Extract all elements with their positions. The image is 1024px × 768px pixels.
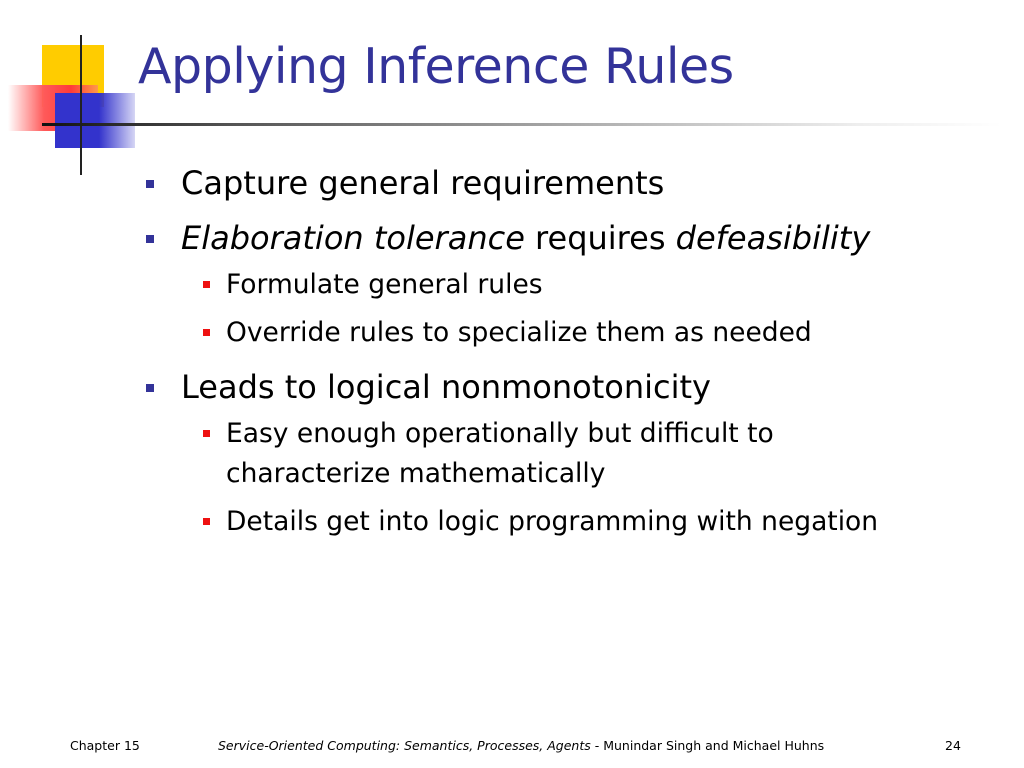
- decorative-logo: [0, 30, 140, 155]
- sub-bullet-text: Override rules to specialize them as needed: [226, 317, 812, 348]
- footer-chapter: Chapter 15: [70, 738, 140, 753]
- sub-bullet-marker: [203, 281, 210, 288]
- logo-blue-square: [55, 93, 135, 148]
- bullet-text-italic: Elaboration tolerance: [181, 219, 525, 257]
- slide-title: Applying Inference Rules: [138, 38, 734, 95]
- bullet-marker: [146, 384, 154, 392]
- bullet-text: requires: [524, 219, 676, 257]
- sub-bullet-text: Formulate general rules: [226, 269, 543, 300]
- sub-bullet-item: [181, 313, 1005, 353]
- footer-citation: [218, 738, 824, 753]
- bullet-text-italic: defeasibility: [675, 219, 871, 257]
- sub-bullet-item: [181, 265, 1005, 305]
- footer-authors: - Munindar Singh and Michael Huhns: [590, 738, 825, 753]
- bullet-list: [145, 163, 1005, 556]
- sub-bullet-marker: [203, 518, 210, 525]
- sub-bullet-list: [181, 265, 1005, 353]
- sub-bullet-item: [181, 414, 906, 494]
- footer-book-title: Service-Oriented Computing: Semantics, Processes, Agents: [218, 738, 591, 753]
- bullet-marker: [146, 180, 154, 188]
- slide-footer: [0, 738, 1024, 758]
- bullet-item: [145, 163, 1005, 204]
- bullet-item: [145, 367, 1005, 542]
- bullet-item: [145, 218, 1005, 353]
- bullet-marker: [146, 235, 154, 243]
- sub-bullet-marker: [203, 430, 210, 437]
- footer-page-number: 24: [945, 738, 961, 753]
- title-underline: [42, 123, 1002, 126]
- sub-bullet-item: [181, 502, 1005, 542]
- logo-vertical-line: [80, 35, 82, 175]
- sub-bullet-marker: [203, 329, 210, 336]
- bullet-text: Leads to logical nonmonotonicity: [181, 368, 711, 406]
- sub-bullet-text: Easy enough operationally but difficult to characterize mathematically: [226, 418, 774, 489]
- bullet-text: Capture general requirements: [181, 164, 665, 202]
- sub-bullet-list: [181, 414, 1005, 542]
- sub-bullet-text: Details get into logic programming with negation: [226, 506, 879, 537]
